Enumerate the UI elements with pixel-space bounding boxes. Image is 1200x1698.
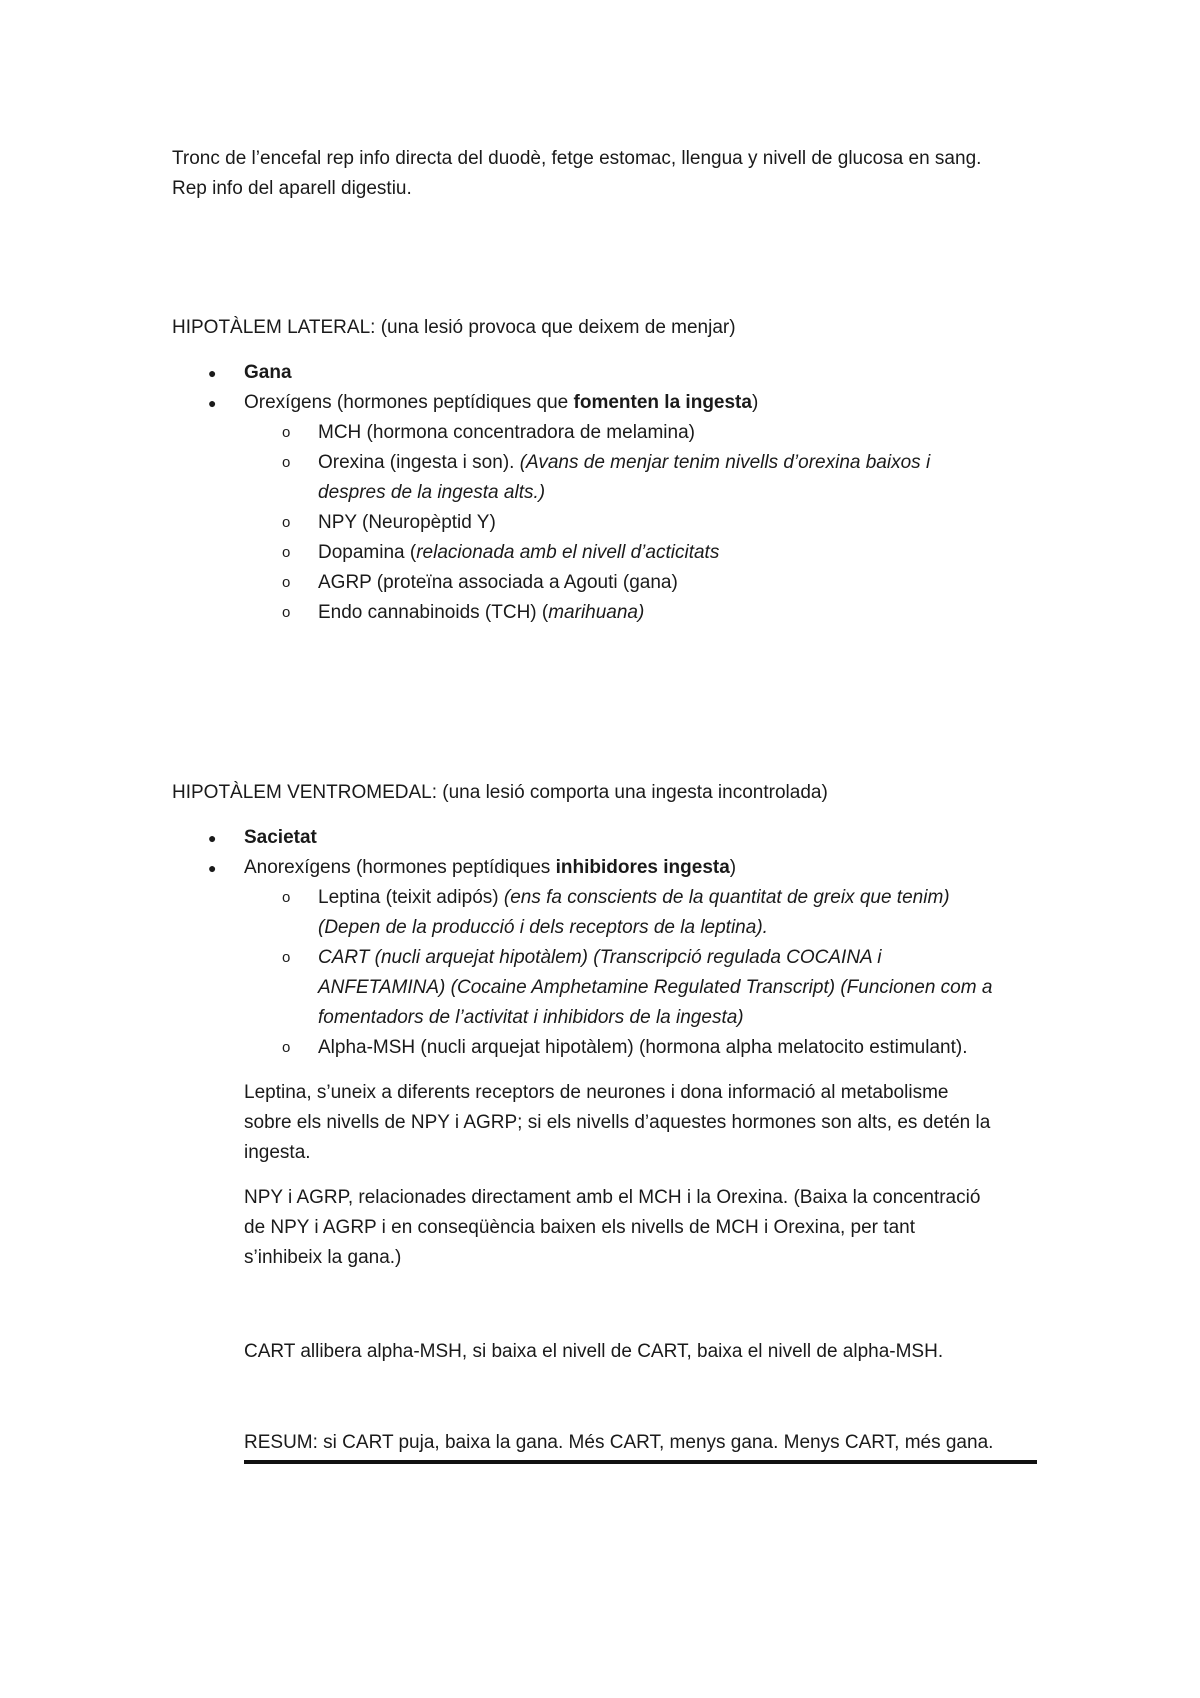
- ventromedal-sub-leptina: Leptina (teixit adipós) (ens fa conscients de la quantitat de greix que tenim): [318, 887, 950, 908]
- sub-bullet-icon: o: [282, 424, 291, 441]
- lateral-sub-endo: Endo cannabinoids (TCH) (marihuana): [318, 602, 645, 623]
- sub-bullet-icon: o: [282, 604, 291, 621]
- intro-line-1: Tronc de l’encefal rep info directa del duodè, fetge estomac, llengua y nivell de glucosa en sang.: [172, 148, 982, 169]
- sub-bullet-icon: o: [282, 1039, 291, 1056]
- lateral-bullet-gana: Gana: [244, 362, 292, 383]
- ventromedal-heading: HIPOTÀLEM VENTROMEDAL: (una lesió comporta una ingesta incontrolada): [172, 782, 828, 803]
- resum-underline-rule: [244, 1460, 1037, 1464]
- lateral-sub-npy: NPY (Neuropèptid Y): [318, 512, 496, 533]
- intro-line-2: Rep info del aparell digestiu.: [172, 178, 412, 199]
- sub-bullet-icon: o: [282, 574, 291, 591]
- paragraph-npy-line-1: NPY i AGRP, relacionades directament amb el MCH i la Orexina. (Baixa la concentració: [244, 1187, 981, 1208]
- sub-bullet-icon: o: [282, 514, 291, 531]
- ventromedal-bullet-anorexigens: Anorexígens (hormones peptídiques inhibidores ingesta): [244, 857, 737, 878]
- lateral-sub-dopamina: Dopamina (relacionada amb el nivell d’acticitats: [318, 542, 720, 563]
- lateral-sub-orexina: Orexina (ingesta i son). (Avans de menjar tenim nivells d’orexina baixos i: [318, 452, 931, 473]
- ventromedal-sub-leptina-cont: (Depen de la producció i dels receptors de la leptina).: [318, 917, 768, 938]
- paragraph-leptina-line-1: Leptina, s’uneix a diferents receptors de neurones i dona informació al metabolisme: [244, 1082, 949, 1103]
- paragraph-leptina-line-3: ingesta.: [244, 1142, 311, 1163]
- bullet-icon: ●: [208, 830, 217, 846]
- ventromedal-sub-cart: CART (nucli arquejat hipotàlem) (Transcripció regulada COCAINA i: [318, 947, 882, 968]
- paragraph-npy-line-3: s’inhibeix la gana.): [244, 1247, 402, 1268]
- bullet-icon: ●: [208, 395, 217, 411]
- resum-line: RESUM: si CART puja, baixa la gana. Més CART, menys gana. Menys CART, més gana.: [244, 1432, 994, 1453]
- lateral-bullet-orexigens: Orexígens (hormones peptídiques que fomenten la ingesta): [244, 392, 759, 413]
- sub-bullet-icon: o: [282, 544, 291, 561]
- lateral-heading: HIPOTÀLEM LATERAL: (una lesió provoca que deixem de menjar): [172, 317, 736, 338]
- lateral-sub-mch: MCH (hormona concentradora de melamina): [318, 422, 695, 443]
- paragraph-cart: CART allibera alpha-MSH, si baixa el nivell de CART, baixa el nivell de alpha-MSH.: [244, 1341, 944, 1362]
- sub-bullet-icon: o: [282, 949, 291, 966]
- bullet-icon: ●: [208, 860, 217, 876]
- bullet-icon: ●: [208, 365, 217, 381]
- paragraph-leptina-line-2: sobre els nivells de NPY i AGRP; si els nivells d’aquestes hormones son alts, es detén la: [244, 1112, 991, 1133]
- sub-bullet-icon: o: [282, 454, 291, 471]
- lateral-sub-agrp: AGRP (proteïna associada a Agouti (gana): [318, 572, 678, 593]
- ventromedal-bullet-sacietat: Sacietat: [244, 827, 317, 848]
- lateral-sub-orexina-cont: despres de la ingesta alts.): [318, 482, 546, 503]
- ventromedal-sub-cart-cont-1: ANFETAMINA) (Cocaine Amphetamine Regulated Transcript) (Funcionen com a: [318, 977, 993, 998]
- ventromedal-sub-alpha-msh: Alpha-MSH (nucli arquejat hipotàlem) (hormona alpha melatocito estimulant).: [318, 1037, 968, 1058]
- sub-bullet-icon: o: [282, 889, 291, 906]
- paragraph-npy-line-2: de NPY i AGRP i en conseqüència baixen els nivells de MCH i Orexina, per tant: [244, 1217, 915, 1238]
- ventromedal-sub-cart-cont-2: fomentadors de l’activitat i inhibidors de la ingesta): [318, 1007, 744, 1028]
